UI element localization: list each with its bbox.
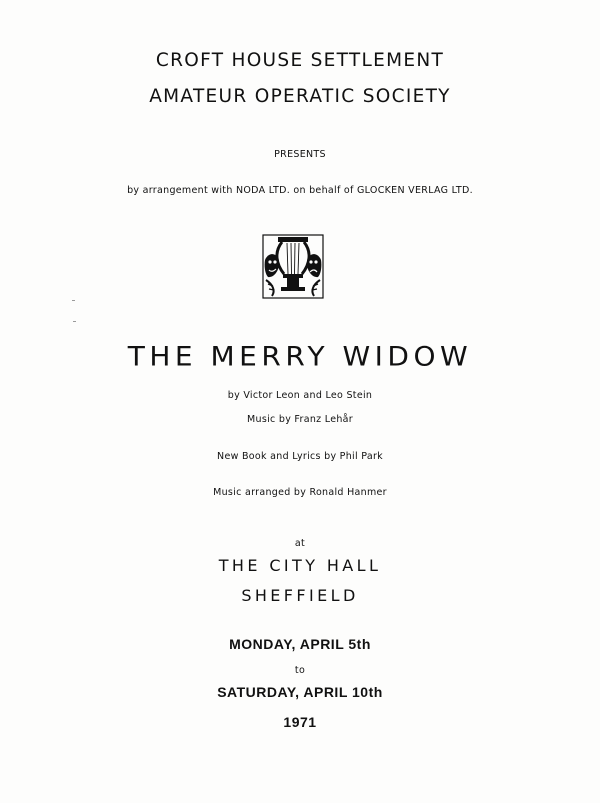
to-text: to xyxy=(294,665,306,676)
year-text: 1971 xyxy=(283,714,317,730)
venue-name: THE CITY HALL xyxy=(218,556,382,575)
authors-credit: by Victor Leon and Leo Stein xyxy=(227,390,373,401)
arrangement-text: by arrangement with NODA LTD. on behalf of GLOCKEN VERLAG LTD. xyxy=(127,185,473,196)
paper-speck xyxy=(72,300,75,301)
lyre-with-masks-icon xyxy=(262,234,324,299)
society-name-line1: CROFT HOUSE SETTLEMENT xyxy=(155,50,445,71)
venue-city: SHEFFIELD xyxy=(241,586,359,605)
arranger-credit: Music arranged by Ronald Hanmer xyxy=(213,487,387,498)
paper-speck xyxy=(73,321,76,322)
book-lyrics-credit: New Book and Lyrics by Phil Park xyxy=(217,451,383,462)
show-title: THE MERRY WIDOW xyxy=(127,340,473,373)
start-date: MONDAY, APRIL 5th xyxy=(229,636,371,652)
end-date: SATURDAY, APRIL 10th xyxy=(217,684,383,700)
presents-text: PRESENTS xyxy=(274,149,326,160)
composer-credit: Music by Franz Lehår xyxy=(247,414,353,425)
society-name-line2: AMATEUR OPERATIC SOCIETY xyxy=(149,86,451,107)
at-text: at xyxy=(294,538,306,549)
